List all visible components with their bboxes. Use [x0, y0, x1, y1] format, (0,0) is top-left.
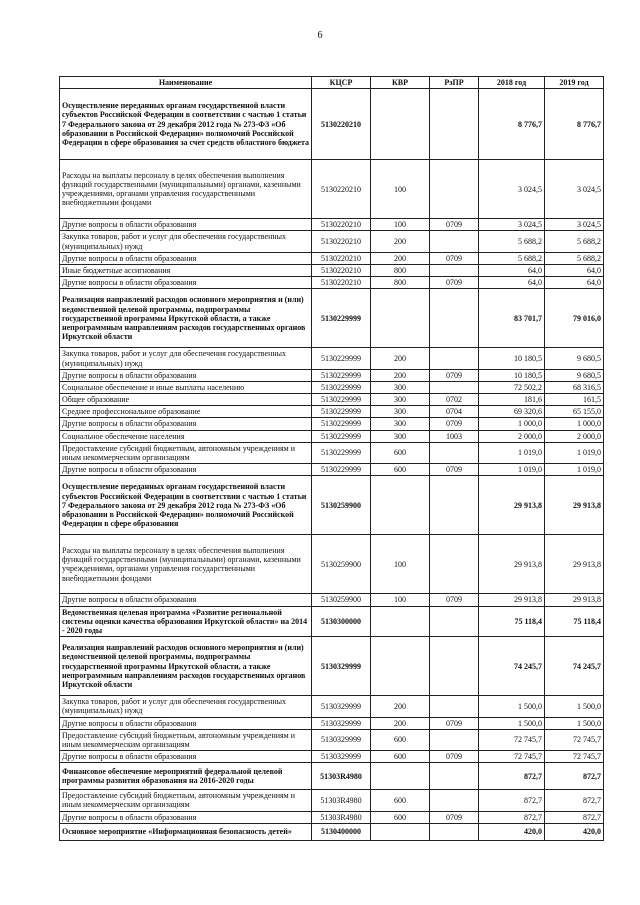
- cell-rzpr: 0709: [430, 219, 479, 231]
- cell-kcsr: 5130220210: [312, 264, 371, 276]
- cell-2018: 69 320,6: [479, 406, 545, 418]
- cell-2019: 9 680,5: [545, 348, 604, 369]
- cell-name: Другие вопросы в области образования: [60, 369, 312, 381]
- cell-2018: 10 180,5: [479, 348, 545, 369]
- table-row: [60, 751, 604, 763]
- cell-kvr: 200: [371, 348, 430, 369]
- header-kcsr: КЦСР: [312, 77, 371, 89]
- cell-2019: 72 745,7: [545, 751, 604, 763]
- table-row: [60, 535, 604, 594]
- cell-rzpr: 0702: [430, 394, 479, 406]
- cell-2019: 29 913,8: [545, 476, 604, 535]
- cell-name: Другие вопросы в области образования: [60, 252, 312, 264]
- cell-kvr: 300: [371, 381, 430, 393]
- cell-rzpr: 0704: [430, 406, 479, 418]
- cell-kvr: 300: [371, 406, 430, 418]
- cell-rzpr: [430, 535, 479, 594]
- cell-2019: 1 019,0: [545, 442, 604, 463]
- cell-kcsr: 5130259900: [312, 535, 371, 594]
- cell-rzpr: 0709: [430, 277, 479, 289]
- cell-2019: 65 155,0: [545, 406, 604, 418]
- cell-kvr: 600: [371, 729, 430, 750]
- cell-rzpr: 0709: [430, 369, 479, 381]
- cell-kcsr: 5130400000: [312, 823, 371, 840]
- table-row: [60, 442, 604, 463]
- cell-kcsr: 5130259900: [312, 476, 371, 535]
- table-row: [60, 729, 604, 750]
- cell-kvr: 300: [371, 418, 430, 430]
- cell-kcsr: 5130300000: [312, 606, 371, 637]
- cell-rzpr: [430, 381, 479, 393]
- cell-rzpr: [430, 289, 479, 348]
- cell-2019: 74 245,7: [545, 637, 604, 696]
- cell-kvr: 100: [371, 219, 430, 231]
- cell-kcsr: 5130220210: [312, 219, 371, 231]
- cell-kcsr: 51303R4980: [312, 811, 371, 823]
- cell-2019: 64,0: [545, 277, 604, 289]
- cell-rzpr: 0709: [430, 751, 479, 763]
- cell-rzpr: [430, 231, 479, 252]
- cell-2018: 8 776,7: [479, 89, 545, 160]
- cell-kcsr: 5130220210: [312, 160, 371, 219]
- header-name: Наименование: [60, 77, 312, 89]
- budget-table: [59, 76, 604, 841]
- cell-name: Другие вопросы в области образования: [60, 418, 312, 430]
- cell-name: Предоставление субсидий бюджетным, автономным учреждениям и иным некоммерческим организациям: [60, 790, 312, 811]
- cell-kcsr: 5130220210: [312, 89, 371, 160]
- table-row: [60, 406, 604, 418]
- table-row: [60, 717, 604, 729]
- cell-rzpr: 0709: [430, 811, 479, 823]
- cell-kvr: [371, 823, 430, 840]
- cell-kvr: 600: [371, 442, 430, 463]
- table-row: [60, 696, 604, 717]
- table-row: [60, 277, 604, 289]
- cell-name: Другие вопросы в области образования: [60, 464, 312, 476]
- table-row: [60, 231, 604, 252]
- cell-kcsr: 5130229999: [312, 369, 371, 381]
- cell-2018: 5 688,2: [479, 252, 545, 264]
- cell-rzpr: 0709: [430, 464, 479, 476]
- cell-kcsr: 5130220210: [312, 252, 371, 264]
- table-row: [60, 89, 604, 160]
- cell-rzpr: [430, 89, 479, 160]
- table-row: [60, 348, 604, 369]
- cell-name: Социальное обеспечение и иные выплаты населению: [60, 381, 312, 393]
- cell-rzpr: [430, 606, 479, 637]
- table-row: [60, 594, 604, 606]
- cell-kvr: [371, 89, 430, 160]
- cell-rzpr: 0709: [430, 594, 479, 606]
- cell-2018: 83 701,7: [479, 289, 545, 348]
- cell-kvr: 300: [371, 394, 430, 406]
- table-row: [60, 369, 604, 381]
- cell-2018: 1 500,0: [479, 717, 545, 729]
- cell-2019: 1 000,0: [545, 418, 604, 430]
- cell-kcsr: 5130229999: [312, 406, 371, 418]
- cell-name: Социальное обеспечение населения: [60, 430, 312, 442]
- cell-rzpr: [430, 264, 479, 276]
- cell-2018: 2 000,0: [479, 430, 545, 442]
- cell-rzpr: [430, 790, 479, 811]
- cell-2019: 872,7: [545, 763, 604, 790]
- table-row: [60, 160, 604, 219]
- cell-rzpr: [430, 763, 479, 790]
- cell-2019: 3 024,5: [545, 160, 604, 219]
- table-row: [60, 252, 604, 264]
- table-row: [60, 418, 604, 430]
- cell-kvr: [371, 606, 430, 637]
- cell-kvr: 600: [371, 790, 430, 811]
- cell-kcsr: 5130220210: [312, 231, 371, 252]
- cell-2019: 64,0: [545, 264, 604, 276]
- cell-kcsr: 5130229999: [312, 381, 371, 393]
- cell-name: Ведомственная целевая программа «Развитие региональной системы оценки качества образования Иркутской области» на 2014 - 2020 годы: [60, 606, 312, 637]
- cell-kcsr: 5130229999: [312, 442, 371, 463]
- cell-2019: 5 688,2: [545, 231, 604, 252]
- cell-2018: 872,7: [479, 811, 545, 823]
- table-row: [60, 811, 604, 823]
- cell-name: Другие вопросы в области образования: [60, 594, 312, 606]
- cell-name: Осуществление переданных органам государственной власти субъектов Российской Федерации в соответствии с частью 1 статьи 7 Федерального закона от 29 декабря 2012 года № 273-ФЗ «Об образовании в Российской Федерации» полномочий Российской Федерации в сфере образования: [60, 476, 312, 535]
- table-row: [60, 637, 604, 696]
- table-row: [60, 476, 604, 535]
- cell-kcsr: 5130329999: [312, 696, 371, 717]
- cell-2018: 74 245,7: [479, 637, 545, 696]
- cell-2018: 10 180,5: [479, 369, 545, 381]
- table-row: [60, 823, 604, 840]
- header-kvr: КВР: [371, 77, 430, 89]
- cell-kvr: [371, 289, 430, 348]
- table-row: [60, 394, 604, 406]
- cell-2019: 420,0: [545, 823, 604, 840]
- cell-2019: 2 000,0: [545, 430, 604, 442]
- cell-2019: 29 913,8: [545, 594, 604, 606]
- cell-name: Основное мероприятие «Информационная безопасность детей»: [60, 823, 312, 840]
- cell-kcsr: 5130329999: [312, 751, 371, 763]
- cell-name: Иные бюджетные ассигнования: [60, 264, 312, 276]
- cell-rzpr: [430, 729, 479, 750]
- cell-kvr: 100: [371, 160, 430, 219]
- cell-2018: 72 745,7: [479, 729, 545, 750]
- cell-kcsr: 5130229999: [312, 394, 371, 406]
- cell-2018: 64,0: [479, 264, 545, 276]
- cell-name: Расходы на выплаты персоналу в целях обеспечения выполнения функций государственными (муниципальными) органами, казенными учреждениями, органами управления государственными внебюджетными фондами: [60, 535, 312, 594]
- cell-rzpr: 0709: [430, 252, 479, 264]
- cell-2019: 1 019,0: [545, 464, 604, 476]
- cell-2018: 5 688,2: [479, 231, 545, 252]
- table-row: [60, 464, 604, 476]
- table-row: [60, 430, 604, 442]
- cell-kcsr: 5130259900: [312, 594, 371, 606]
- cell-2019: 3 024,5: [545, 219, 604, 231]
- cell-kcsr: 5130229999: [312, 464, 371, 476]
- cell-2019: 29 913,8: [545, 535, 604, 594]
- table-header-row: [60, 77, 604, 89]
- cell-2018: 3 024,5: [479, 160, 545, 219]
- cell-2018: 3 024,5: [479, 219, 545, 231]
- cell-name: Финансовое обеспечение мероприятий федеральной целевой программы развития образования на 2016-2020 годы: [60, 763, 312, 790]
- cell-name: Общее образование: [60, 394, 312, 406]
- cell-name: Другие вопросы в области образования: [60, 811, 312, 823]
- cell-rzpr: [430, 696, 479, 717]
- table-row: [60, 219, 604, 231]
- cell-2019: 872,7: [545, 790, 604, 811]
- cell-kcsr: 5130229999: [312, 348, 371, 369]
- cell-kvr: 100: [371, 535, 430, 594]
- cell-2019: 9 680,5: [545, 369, 604, 381]
- cell-name: Другие вопросы в области образования: [60, 751, 312, 763]
- table-row: [60, 790, 604, 811]
- cell-rzpr: [430, 348, 479, 369]
- cell-kvr: 800: [371, 264, 430, 276]
- cell-2018: 1 000,0: [479, 418, 545, 430]
- cell-kvr: 200: [371, 717, 430, 729]
- cell-name: Другие вопросы в области образования: [60, 717, 312, 729]
- cell-2018: 420,0: [479, 823, 545, 840]
- cell-name: Закупка товаров, работ и услуг для обеспечения государственных (муниципальных) нужд: [60, 348, 312, 369]
- cell-2018: 64,0: [479, 277, 545, 289]
- cell-2018: 1 500,0: [479, 696, 545, 717]
- cell-kvr: 200: [371, 252, 430, 264]
- cell-kvr: [371, 763, 430, 790]
- table-row: [60, 606, 604, 637]
- cell-name: Реализация направлений расходов основного мероприятия и (или) ведомственной целевой программы, подпрограммы государственной программы Иркутской области, а также непрограммным направлениям расходов государственных органов Иркутской области: [60, 289, 312, 348]
- cell-2018: 29 913,8: [479, 594, 545, 606]
- cell-name: Предоставление субсидий бюджетным, автономным учреждениям и иным некоммерческим организациям: [60, 442, 312, 463]
- table-row: [60, 264, 604, 276]
- cell-name: Закупка товаров, работ и услуг для обеспечения государственных (муниципальных) нужд: [60, 231, 312, 252]
- cell-kvr: [371, 637, 430, 696]
- cell-rzpr: [430, 442, 479, 463]
- cell-rzpr: [430, 637, 479, 696]
- cell-name: Расходы на выплаты персоналу в целях обеспечения выполнения функций государственными (муниципальными) органами, казенными учреждениями, органами управления государственными внебюджетными фондами: [60, 160, 312, 219]
- table-body: [60, 89, 604, 841]
- cell-rzpr: 0709: [430, 418, 479, 430]
- cell-name: Реализация направлений расходов основного мероприятия и (или) ведомственной целевой программы, подпрограммы государственной программы Иркутской области, а также непрограммным направлениям расходов государственных органов Иркутской области: [60, 637, 312, 696]
- cell-2018: 1 019,0: [479, 442, 545, 463]
- cell-2018: 72 745,7: [479, 751, 545, 763]
- cell-2019: 1 500,0: [545, 696, 604, 717]
- cell-name: Предоставление субсидий бюджетным, автономным учреждениям и иным некоммерческим организациям: [60, 729, 312, 750]
- cell-2018: 872,7: [479, 790, 545, 811]
- cell-2019: 1 500,0: [545, 717, 604, 729]
- page-number: 6: [317, 30, 323, 41]
- cell-2019: 872,7: [545, 811, 604, 823]
- cell-kvr: 200: [371, 369, 430, 381]
- cell-rzpr: 0709: [430, 717, 479, 729]
- cell-name: Другие вопросы в области образования: [60, 277, 312, 289]
- cell-kcsr: 51303R4980: [312, 763, 371, 790]
- cell-2019: 75 118,4: [545, 606, 604, 637]
- table-row: [60, 289, 604, 348]
- cell-2018: 29 913,8: [479, 476, 545, 535]
- cell-kcsr: 5130329999: [312, 637, 371, 696]
- cell-kvr: [371, 476, 430, 535]
- cell-kcsr: 5130229999: [312, 430, 371, 442]
- cell-name: Осуществление переданных органам государственной власти субъектов Российской Федерации в соответствии с частью 1 статьи 7 Федерального закона от 29 декабря 2012 года № 273-ФЗ «Об образовании в Российской Федерации» полномочий Российской Федерации в сфере образования за счет средств областного бюджета: [60, 89, 312, 160]
- cell-name: Другие вопросы в области образования: [60, 219, 312, 231]
- cell-2018: 72 502,2: [479, 381, 545, 393]
- cell-2019: 79 016,0: [545, 289, 604, 348]
- cell-kvr: 600: [371, 464, 430, 476]
- cell-2018: 872,7: [479, 763, 545, 790]
- cell-2019: 161,5: [545, 394, 604, 406]
- cell-2019: 8 776,7: [545, 89, 604, 160]
- cell-kcsr: 5130229999: [312, 418, 371, 430]
- cell-kvr: 200: [371, 231, 430, 252]
- cell-kvr: 100: [371, 594, 430, 606]
- cell-kvr: 600: [371, 751, 430, 763]
- header-2019: 2019 год: [545, 77, 604, 89]
- cell-kvr: 300: [371, 430, 430, 442]
- table-row: [60, 381, 604, 393]
- cell-2018: 181,6: [479, 394, 545, 406]
- cell-kcsr: 5130220210: [312, 277, 371, 289]
- cell-rzpr: 1003: [430, 430, 479, 442]
- cell-rzpr: [430, 823, 479, 840]
- cell-2018: 75 118,4: [479, 606, 545, 637]
- cell-kvr: 800: [371, 277, 430, 289]
- cell-kvr: 200: [371, 696, 430, 717]
- cell-rzpr: [430, 160, 479, 219]
- header-2018: 2018 год: [479, 77, 545, 89]
- cell-kcsr: 5130229999: [312, 289, 371, 348]
- cell-kcsr: 5130329999: [312, 717, 371, 729]
- cell-kvr: 600: [371, 811, 430, 823]
- cell-2019: 72 745,7: [545, 729, 604, 750]
- cell-name: Закупка товаров, работ и услуг для обеспечения государственных (муниципальных) нужд: [60, 696, 312, 717]
- cell-rzpr: [430, 476, 479, 535]
- cell-2018: 29 913,8: [479, 535, 545, 594]
- cell-2019: 5 688,2: [545, 252, 604, 264]
- cell-2019: 68 316,5: [545, 381, 604, 393]
- cell-kcsr: 51303R4980: [312, 790, 371, 811]
- header-rzpr: РзПР: [430, 77, 479, 89]
- cell-2018: 1 019,0: [479, 464, 545, 476]
- cell-kcsr: 5130329999: [312, 729, 371, 750]
- table-row: [60, 763, 604, 790]
- cell-name: Среднее профессиональное образование: [60, 406, 312, 418]
